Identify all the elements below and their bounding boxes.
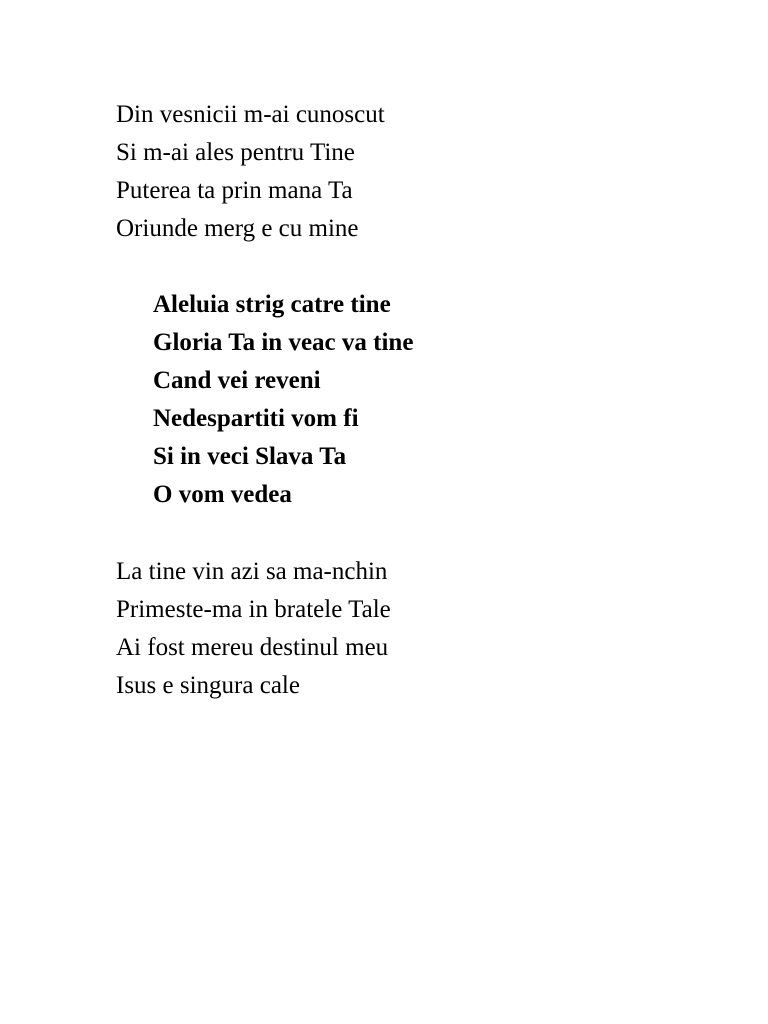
- chorus-line: O vom vedea: [153, 481, 292, 508]
- verse-2: [116, 553, 391, 705]
- chorus-line: Gloria Ta in veac va tine: [153, 329, 414, 356]
- chorus-line: Nedespartiti vom fi: [153, 405, 359, 432]
- verse-line: Si m-ai ales pentru Tine: [116, 139, 355, 166]
- verse-1: [116, 96, 385, 248]
- verse-line: Din vesnicii m-ai cunoscut: [116, 101, 385, 128]
- chorus-line: Cand vei reveni: [153, 367, 321, 394]
- chorus: [153, 286, 413, 514]
- verse-line: Puterea ta prin mana Ta: [116, 177, 353, 204]
- verse-line: Isus e singura cale: [116, 672, 300, 699]
- verse-line: La tine vin azi sa ma-nchin: [116, 558, 388, 585]
- verse-line: Ai fost mereu destinul meu: [116, 634, 389, 661]
- chorus-line: Si in veci Slava Ta: [153, 443, 347, 470]
- verse-line: Primeste-ma in bratele Tale: [116, 596, 391, 623]
- chorus-line: Aleluia strig catre tine: [153, 291, 391, 318]
- verse-line: Oriunde merg e cu mine: [116, 215, 359, 242]
